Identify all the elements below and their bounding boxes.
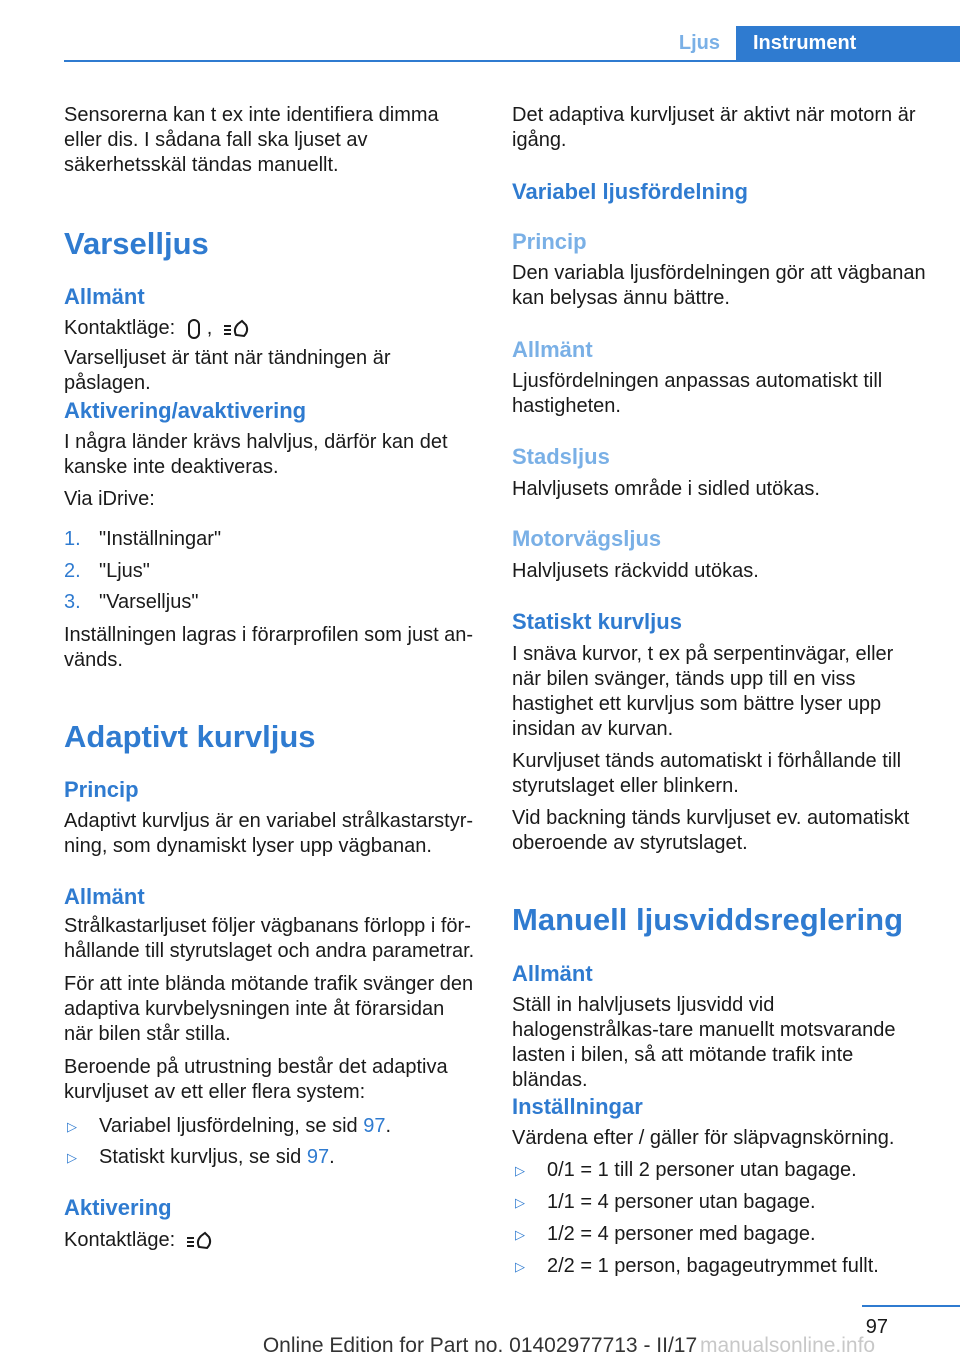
kontakt-separator: , bbox=[206, 317, 213, 339]
engine-running-icon bbox=[185, 1229, 215, 1253]
watermark: manualsonline.info bbox=[700, 1334, 876, 1357]
heading-installningar: Inställningar bbox=[512, 1094, 643, 1119]
header-chapter-tab: Instrument bbox=[736, 26, 960, 62]
heading-allmant-variabel: Allmänt bbox=[512, 337, 593, 362]
header-rule bbox=[64, 60, 960, 62]
manuell-allmant-text: Ställ in halvljusets ljusvidd vid halogenstrålkas‐tare manuellt motsvarande lasten i bilen, så att mötande trafik inte bländas. bbox=[512, 994, 896, 1091]
bullet-marker: ▷ bbox=[515, 1195, 525, 1210]
heading-aktivering: Aktivering bbox=[64, 1195, 172, 1220]
bullet-marker: ▷ bbox=[67, 1119, 77, 1134]
kontakt-label: Kontaktläge: bbox=[64, 1229, 176, 1251]
adaptivt-allmant-p2: För att inte blända mötande trafik svänger den adaptiva kurvbelysningen inte åt förarsidan när bilen står stilla. bbox=[64, 973, 474, 1045]
page-number: 97 bbox=[865, 1316, 888, 1338]
list-text: 1/1 = 4 personer utan bagage. bbox=[547, 1191, 816, 1213]
variabel-allmant-text: Ljusfördelningen anpassas automatiskt till hastigheten. bbox=[512, 370, 883, 417]
list-text: "Inställningar" bbox=[99, 528, 222, 550]
list-text: 2/2 = 1 person, bagageutrymmet fullt. bbox=[547, 1255, 879, 1277]
kontakt-label: Kontaktläge: bbox=[64, 317, 176, 339]
bullet-marker: ▷ bbox=[515, 1259, 525, 1274]
installningar-text: Värdena efter / gäller för släpvagnskörning. bbox=[512, 1127, 895, 1149]
list-number: 2. bbox=[64, 560, 81, 582]
list-text: Variabel ljusfördelning, se sid 97. bbox=[99, 1115, 392, 1137]
list-text: Statiskt kurvljus, se sid 97. bbox=[99, 1146, 335, 1168]
active-text: Det adaptiva kurvljuset är aktivt när motorn är igång. bbox=[512, 104, 916, 151]
stadsljus-text: Halvljusets område i sidled utökas. bbox=[512, 478, 820, 500]
list-text: "Varselljus" bbox=[99, 591, 199, 613]
section-title-adaptivt: Adaptivt kurvljus bbox=[64, 719, 316, 754]
section-title-varselljus: Varselljus bbox=[64, 226, 209, 261]
heading-allmant: Allmänt bbox=[64, 284, 145, 309]
list-number: 3. bbox=[64, 591, 81, 613]
page-reference-link[interactable]: 97 bbox=[306, 1146, 330, 1168]
heading-statiskt: Statiskt kurvljus bbox=[512, 609, 682, 634]
heading-allmant-adaptivt: Allmänt bbox=[64, 884, 145, 909]
statiskt-p1: I snäva kurvor, t ex på serpentinvägar, eller när bilen svänger, tänds upp till en viss hastighet ett kurvljus som bättre lyser upp insidan av kurvan. bbox=[512, 643, 894, 740]
list-number: 1. bbox=[64, 528, 81, 550]
princip-text: Adaptivt kurvljus är en variabel strålkastarstyr‐ning, som dynamiskt lyser upp vägbanan. bbox=[64, 810, 474, 857]
heading-allmant-manuell: Allmänt bbox=[512, 961, 593, 986]
page-reference-link[interactable]: 97 bbox=[363, 1115, 386, 1137]
ignition-off-icon bbox=[185, 317, 203, 341]
adaptivt-allmant-p3: Beroende på utrustning består det adaptiva kurvljuset av ett eller flera system: bbox=[64, 1056, 448, 1103]
adaptivt-allmant-p1: Strålkastarljuset följer vägbanans förlopp i för‐hållande till styrutslaget och andra parametrar. bbox=[64, 915, 475, 962]
motorvagsljus-text: Halvljusets räckvidd utökas. bbox=[512, 560, 759, 582]
varselljus-allmant-text: Varselljuset är tänt när tändningen är påslagen. bbox=[64, 347, 391, 394]
bullet-marker: ▷ bbox=[515, 1227, 525, 1242]
kontakt-line bbox=[64, 316, 478, 341]
engine-running-icon bbox=[222, 317, 252, 341]
via-idrive: Via iDrive: bbox=[64, 488, 155, 510]
intro-paragraph: Sensorerna kan t ex inte identifiera dimma eller dis. I sådana fall ska ljuset av säkerhetsskäl tändas manuellt. bbox=[64, 104, 439, 176]
list-text: "Ljus" bbox=[99, 560, 150, 582]
heading-aktivering-avaktivering: Aktivering/avaktivering bbox=[64, 398, 307, 423]
bullet-marker: ▷ bbox=[67, 1150, 77, 1165]
section-title-manuell: Manuell ljusviddsreglering bbox=[512, 902, 904, 937]
heading-princip-variabel: Princip bbox=[512, 229, 587, 254]
statiskt-p3: Vid backning tänds kurvljuset ev. automatiskt oberoende av styrutslaget. bbox=[512, 807, 910, 854]
bullet-marker: ▷ bbox=[515, 1163, 525, 1178]
heading-princip: Princip bbox=[64, 777, 139, 802]
saved-setting-text: Inställningen lagras i förarprofilen som just an‐vänds. bbox=[64, 624, 474, 671]
variabel-princip-text: Den variabla ljusfördelningen gör att vägbanan kan belysas ännu bättre. bbox=[512, 262, 926, 309]
heading-motorvagsljus: Motorvägsljus bbox=[512, 526, 662, 551]
heading-variabel: Variabel ljusfördelning bbox=[512, 179, 748, 204]
heading-stadsljus: Stadsljus bbox=[512, 444, 610, 469]
header-section-tab: Ljus bbox=[678, 32, 720, 54]
edition-footer: Online Edition for Part no. 01402977713 - II/17 bbox=[262, 1334, 698, 1357]
footer-rule bbox=[862, 1305, 960, 1307]
list-text: 0/1 = 1 till 2 personer utan bagage. bbox=[547, 1159, 857, 1181]
list-text: 1/2 = 4 personer med bagage. bbox=[547, 1223, 816, 1245]
aktivering-text: I några länder krävs halvljus, därför kan det kanske inte deaktiveras. bbox=[64, 431, 448, 478]
statiskt-p2: Kurvljuset tänds automatiskt i förhållande till styrutslaget eller blinkern. bbox=[512, 750, 902, 797]
kontakt-line-adaptivt bbox=[64, 1228, 478, 1253]
